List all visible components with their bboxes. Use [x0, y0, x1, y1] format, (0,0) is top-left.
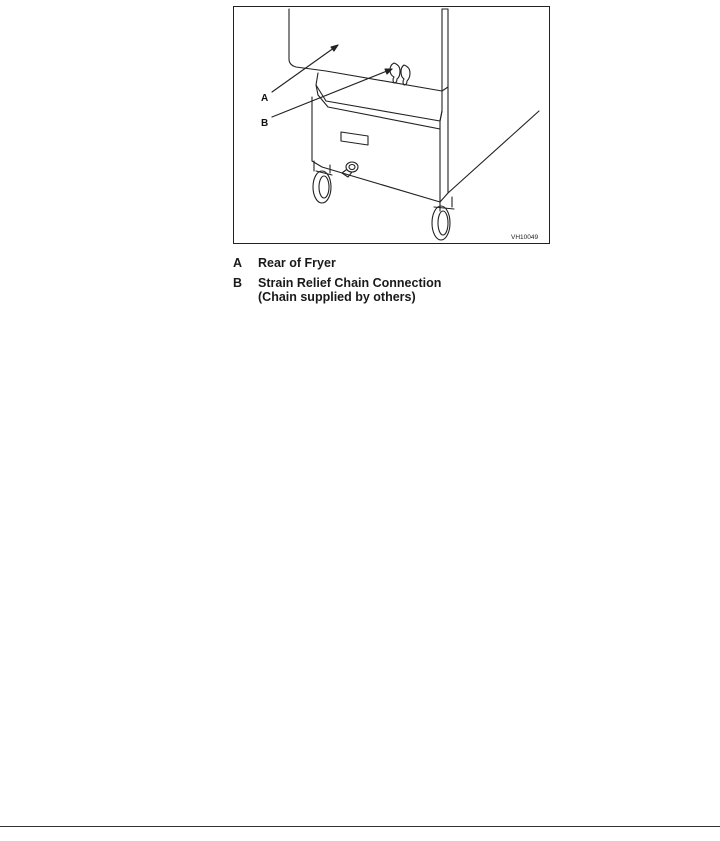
callout-a-arrowhead: [331, 45, 338, 51]
callout-b-label: B: [261, 118, 269, 129]
callout-a-label: A: [261, 93, 269, 104]
figure-id: VH10049: [511, 234, 539, 241]
footer-divider: [0, 826, 720, 827]
fryer-rear-illustration: [234, 7, 550, 244]
right-caster-icon: [432, 197, 454, 240]
fryer-upper-side-panel: [442, 9, 448, 91]
fryer-rating-plate: [341, 132, 368, 145]
legend-text: Rear of Fryer: [258, 256, 336, 270]
legend-text: Strain Relief Chain Connection: [258, 276, 442, 290]
legend-letter: A: [233, 256, 243, 270]
fryer-upper-cabinet: [289, 9, 442, 91]
legend-text-block: [258, 276, 553, 304]
fryer-base-side: [440, 87, 448, 202]
legend-letter: B: [233, 276, 243, 290]
callout-a-leader: [272, 45, 338, 92]
figure-legend: [233, 256, 553, 310]
legend-item-b: [233, 276, 553, 304]
fryer-illustration-frame: [233, 6, 550, 244]
legend-subtext: (Chain supplied by others): [258, 290, 416, 304]
drain-valve-icon: [342, 162, 358, 177]
legend-item-a: [233, 256, 553, 270]
strain-relief-keyhole-icon: [390, 63, 410, 85]
